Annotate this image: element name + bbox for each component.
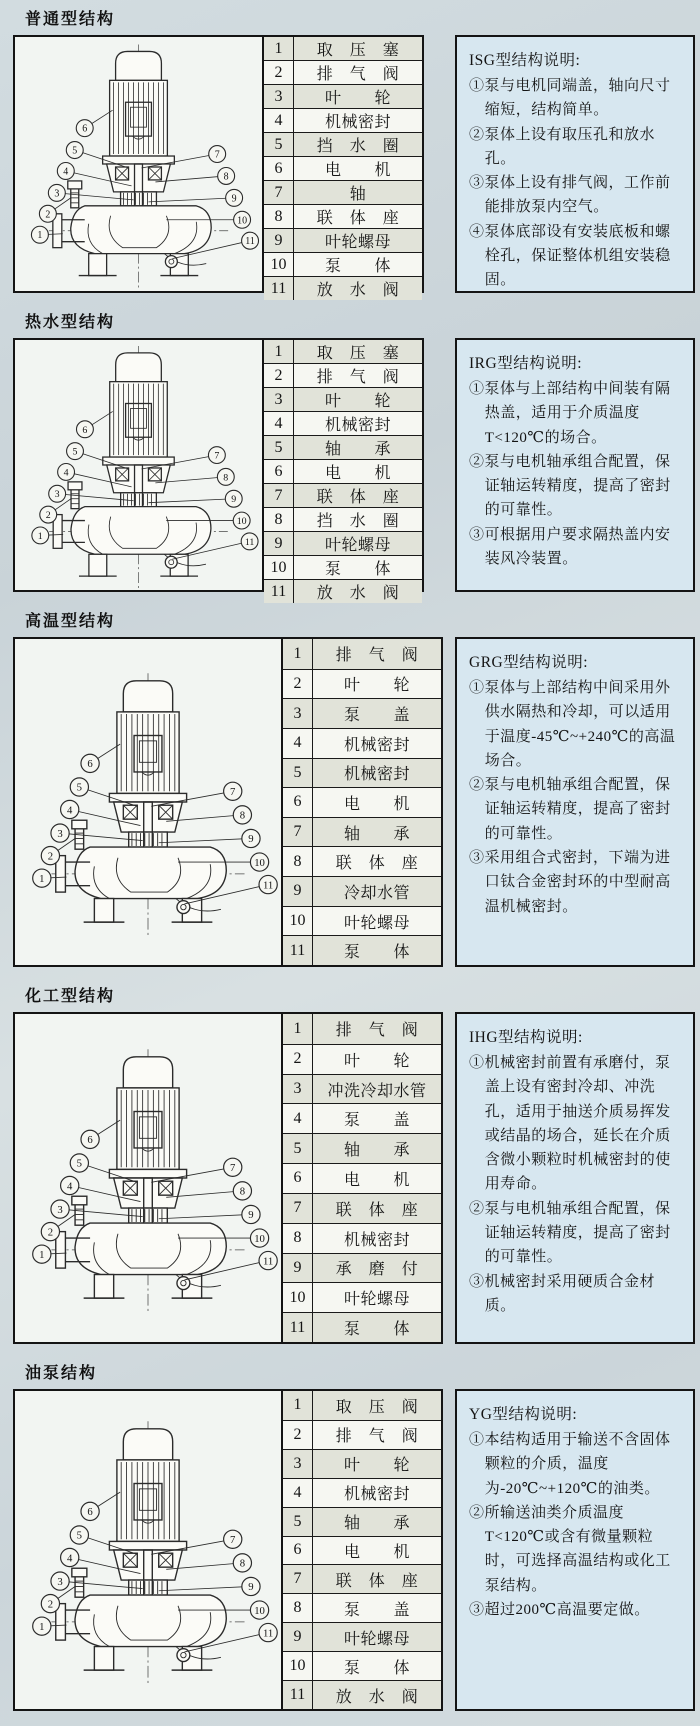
parts-row	[283, 1282, 441, 1312]
notes-title: IHG型结构说明:	[469, 1029, 583, 1046]
callout-number: 4	[67, 1552, 73, 1565]
part-name: 挡 水 圈	[316, 513, 400, 530]
part-name: 叶轮螺母	[324, 234, 391, 251]
parts-row	[264, 531, 422, 555]
callout-6	[76, 411, 112, 437]
part-name: 泵 体	[343, 1659, 410, 1677]
notes-list	[469, 377, 683, 571]
parts-row	[283, 1420, 441, 1449]
part-number: 7	[264, 484, 294, 507]
section-title: 化工型结构	[25, 988, 116, 1005]
part-name: 挡 水 圈	[316, 138, 400, 155]
callout-number: 10	[236, 516, 247, 528]
callout-number: 11	[245, 236, 255, 248]
part-name: 冲洗冷却水管	[327, 1082, 427, 1100]
parts-row	[283, 1507, 441, 1536]
callout-6	[81, 1492, 120, 1520]
callout-number: 5	[76, 781, 83, 794]
callout-number: 1	[37, 530, 43, 542]
notes-title: YG型结构说明:	[469, 1406, 578, 1423]
note-item: ①泵体与上部结构中间装有隔热盖，适用于介质温度T<120℃的场合。	[469, 381, 671, 446]
callout-number: 11	[244, 536, 255, 548]
parts-row	[283, 1449, 441, 1478]
parts-row	[264, 84, 422, 108]
part-name: 轴 承	[324, 441, 391, 458]
note-item: ①机械密封前置有承磨付，泵盖上设有密封冷却、冲洗孔，适用于抽送介质易挥发或结晶的场合，延长在介质含微小颗粒时机械密封的使用寿命。	[469, 1055, 671, 1193]
part-number: 9	[283, 1254, 313, 1283]
diagram-table-panel	[13, 1389, 443, 1711]
pump-cross-section-diagram	[15, 639, 281, 965]
part-number: 9	[264, 532, 294, 555]
parts-row	[283, 698, 441, 728]
parts-row	[283, 1622, 441, 1651]
part-name: 叶轮螺母	[324, 537, 391, 554]
pump-cross-section-diagram	[15, 1391, 281, 1709]
part-number: 10	[264, 253, 294, 276]
part-number: 10	[283, 1652, 313, 1680]
callout-number: 8	[223, 472, 229, 484]
callout-number: 3	[54, 489, 60, 501]
note-item: ①泵体与上部结构中间采用外供水隔热和冷却，可以适用于温度-45℃~+240℃的高温场合。	[469, 680, 676, 769]
part-number: 8	[264, 205, 294, 228]
callout-6	[81, 1120, 120, 1148]
part-number: 4	[264, 412, 294, 435]
note-item: ①本结构适用于输送不含固体颗粒的介质，温度为-20℃~+120℃的油类。	[469, 1432, 671, 1497]
part-name: 叶 轮	[324, 393, 391, 410]
parts-row	[283, 1193, 441, 1223]
note-item: ③采用组合式密封，下端为进口钛合金密封环的中型耐高温机械密封。	[469, 850, 671, 915]
parts-table	[281, 1391, 441, 1709]
note-item: ②泵与电机轴承组合配置，保证轴运转精度，提高了密封的可靠性。	[469, 453, 671, 519]
parts-row	[283, 1103, 441, 1133]
structure-notes-panel	[455, 35, 695, 293]
part-number: 9	[264, 229, 294, 252]
parts-row	[283, 758, 441, 788]
note-item: ③机械密封采用硬质合金材质。	[469, 1273, 656, 1314]
part-number: 11	[283, 1681, 313, 1709]
parts-row	[283, 1133, 441, 1163]
callout-number: 3	[54, 188, 60, 200]
callout-number: 5	[72, 145, 78, 157]
part-name: 联 体 座	[316, 489, 400, 506]
part-number: 3	[283, 1075, 313, 1104]
notes-title: ISG型结构说明:	[469, 52, 581, 69]
callout-number: 7	[214, 450, 220, 462]
callout-number: 11	[262, 879, 274, 892]
part-name: 叶 轮	[324, 90, 391, 107]
parts-table	[281, 1014, 441, 1342]
section-hot-water	[13, 293, 695, 602]
part-number: 3	[283, 699, 313, 728]
part-number: 7	[283, 1194, 313, 1223]
part-number: 5	[283, 1134, 313, 1163]
callout-number: 9	[231, 494, 237, 506]
part-name: 机械密封	[343, 766, 410, 784]
callout-number: 8	[223, 171, 229, 183]
parts-row	[264, 252, 422, 276]
parts-row	[264, 459, 422, 483]
part-name: 轴	[349, 186, 367, 203]
parts-row	[283, 1680, 441, 1709]
diagram-table-panel	[13, 637, 443, 967]
parts-row	[283, 846, 441, 876]
callout-number: 9	[248, 1209, 254, 1222]
note-item: ③超过200℃高温要定做。	[469, 1602, 650, 1619]
part-number: 5	[264, 436, 294, 459]
part-name: 叶轮螺母	[343, 1630, 410, 1648]
parts-row	[283, 728, 441, 758]
note-item: ②泵与电机轴承组合配置，保证轴运转精度，提高了密封的可靠性。	[469, 1200, 671, 1266]
pump-diagram-svg	[15, 340, 262, 590]
part-name: 排 气 阀	[316, 369, 400, 386]
section-title: 普通型结构	[25, 11, 116, 28]
callout-number: 7	[230, 1162, 236, 1175]
callout-6	[76, 110, 112, 136]
part-name: 电 机	[343, 1171, 410, 1189]
parts-row	[264, 363, 422, 387]
parts-row	[283, 1253, 441, 1283]
part-number: 2	[264, 364, 294, 387]
part-name: 叶 轮	[343, 1457, 410, 1475]
parts-row	[264, 507, 422, 531]
notes-list	[469, 1428, 683, 1622]
part-name: 承 磨 付	[335, 1261, 419, 1279]
part-name: 泵 体	[343, 944, 410, 962]
note-item: ②所输送油类介质温度T<120℃或含有微量颗粒时，可选择高温结构或化工泵结构。	[469, 1504, 671, 1594]
callout-number: 4	[63, 467, 69, 479]
section-oil-pump	[13, 1344, 695, 1711]
parts-row	[264, 579, 422, 603]
callout-number: 9	[248, 1581, 254, 1594]
parts-row	[283, 1044, 441, 1074]
callout-number: 9	[248, 833, 254, 846]
diagram-table-panel	[13, 338, 424, 602]
parts-row	[264, 60, 422, 84]
parts-row	[283, 1593, 441, 1622]
parts-row	[283, 1536, 441, 1565]
parts-row	[283, 1391, 441, 1420]
part-name: 泵 盖	[343, 1112, 410, 1130]
part-name: 排 气 阀	[335, 1022, 419, 1040]
callout-number: 8	[239, 809, 246, 822]
parts-row	[264, 276, 422, 300]
note-item: ②泵体上设有取压孔和放水孔。	[469, 126, 656, 167]
callout-number: 3	[57, 1575, 63, 1588]
part-number: 9	[283, 1623, 313, 1651]
part-number: 4	[283, 729, 313, 758]
parts-row	[283, 1312, 441, 1342]
pump-diagram-svg	[15, 639, 281, 965]
part-number: 10	[264, 556, 294, 579]
parts-row	[264, 411, 422, 435]
part-number: 2	[283, 1045, 313, 1074]
part-number: 11	[283, 1313, 313, 1342]
structure-notes-panel	[455, 637, 695, 967]
part-number: 11	[264, 580, 294, 603]
section-title: 油泵结构	[25, 1365, 98, 1382]
callout-number: 8	[239, 1185, 246, 1198]
pump-cross-section-diagram	[15, 340, 262, 590]
structure-notes-panel	[455, 1012, 695, 1344]
parts-row	[264, 228, 422, 252]
part-name: 机械密封	[343, 736, 410, 754]
notes-title: GRG型结构说明:	[469, 654, 589, 671]
parts-row	[264, 37, 422, 60]
parts-row	[264, 132, 422, 156]
pump-diagram-svg	[15, 1014, 281, 1342]
parts-table	[262, 340, 422, 602]
part-number: 2	[264, 61, 294, 84]
part-number: 6	[283, 1537, 313, 1565]
part-number: 6	[283, 788, 313, 817]
callout-number: 10	[254, 1232, 265, 1245]
part-number: 6	[264, 157, 294, 180]
part-name: 叶 轮	[343, 1052, 410, 1070]
parts-row	[264, 180, 422, 204]
part-name: 取 压 塞	[316, 42, 400, 59]
callout-number: 2	[47, 1226, 54, 1239]
part-number: 7	[283, 818, 313, 847]
part-name: 电 机	[324, 162, 391, 179]
part-number: 3	[264, 85, 294, 108]
callout-number: 4	[67, 1180, 73, 1193]
part-name: 放 水 阀	[316, 585, 400, 602]
callout-number: 5	[72, 446, 78, 458]
callout-number: 10	[254, 856, 265, 869]
part-number: 2	[283, 670, 313, 699]
callout-number: 11	[262, 1255, 274, 1268]
part-name: 轴 承	[343, 1515, 410, 1533]
section-chemical	[13, 967, 695, 1344]
note-item: ②泵与电机轴承组合配置，保证轴运转精度，提高了密封的可靠性。	[469, 777, 671, 842]
parts-table	[262, 37, 422, 299]
part-number: 1	[264, 37, 294, 60]
parts-row	[283, 787, 441, 817]
part-number: 5	[283, 759, 313, 788]
part-name: 轴 承	[343, 1142, 410, 1160]
pump-cross-section-diagram	[15, 37, 262, 291]
pump-cross-section-diagram	[15, 1014, 281, 1342]
notes-list	[469, 1051, 683, 1318]
parts-row	[264, 435, 422, 459]
structure-notes-panel	[455, 338, 695, 592]
part-number: 1	[283, 639, 313, 669]
section-high-temperature	[13, 592, 695, 967]
part-name: 放 水 阀	[316, 282, 400, 299]
part-name: 叶轮螺母	[343, 1291, 410, 1309]
section-ordinary	[13, 0, 695, 299]
callout-number: 9	[231, 193, 237, 205]
pump-diagram-svg	[15, 1391, 281, 1709]
parts-row	[283, 639, 441, 669]
callout-number: 7	[214, 149, 220, 161]
callout-number: 1	[39, 1248, 45, 1261]
callout-number: 10	[254, 1604, 265, 1617]
callout-number: 4	[67, 804, 73, 817]
parts-row	[264, 483, 422, 507]
part-name: 叶轮螺母	[343, 914, 410, 932]
part-name: 泵 体	[324, 258, 391, 275]
notes-list	[469, 676, 683, 919]
part-name: 叶 轮	[343, 677, 410, 695]
parts-row	[283, 906, 441, 936]
part-number: 11	[283, 936, 313, 965]
part-name: 排 气 阀	[335, 647, 419, 665]
part-number: 7	[283, 1565, 313, 1593]
part-number: 6	[283, 1164, 313, 1193]
callout-number: 4	[63, 166, 69, 178]
part-name: 联 体 座	[335, 1201, 419, 1219]
callout-number: 11	[262, 1627, 274, 1640]
callout-number: 1	[39, 1620, 45, 1633]
part-number: 3	[283, 1450, 313, 1478]
notes-list	[469, 74, 683, 293]
callout-number: 8	[239, 1557, 246, 1570]
callout-6	[81, 744, 120, 772]
callout-number: 6	[87, 758, 93, 771]
part-name: 机械密封	[324, 417, 391, 434]
callout-number: 7	[230, 786, 236, 799]
parts-row	[283, 1074, 441, 1104]
part-number: 2	[283, 1421, 313, 1449]
parts-row	[283, 1223, 441, 1253]
callout-number: 2	[47, 1598, 54, 1611]
part-name: 排 气 阀	[316, 66, 400, 83]
parts-table	[281, 639, 441, 965]
parts-row	[264, 555, 422, 579]
part-name: 联 体 座	[335, 855, 419, 873]
callout-number: 6	[87, 1134, 93, 1147]
callout-number: 2	[47, 850, 54, 863]
part-number: 10	[283, 1283, 313, 1312]
note-item: ③泵体上设有排气阀，工作前能排放泵内空气。	[469, 175, 671, 216]
callout-number: 2	[45, 209, 51, 221]
parts-row	[283, 1163, 441, 1193]
parts-row	[283, 669, 441, 699]
parts-row	[264, 108, 422, 132]
callout-number: 5	[76, 1529, 83, 1542]
diagram-table-panel	[13, 35, 424, 299]
part-number: 5	[283, 1508, 313, 1536]
callout-number: 2	[45, 510, 51, 522]
callout-number: 6	[82, 424, 88, 436]
part-name: 机械密封	[343, 1231, 410, 1249]
callout-number: 5	[76, 1157, 83, 1170]
part-name: 电 机	[324, 465, 391, 482]
part-name: 取 压 塞	[316, 345, 400, 362]
part-number: 1	[283, 1014, 313, 1044]
parts-row	[283, 1651, 441, 1680]
callout-number: 1	[37, 230, 43, 242]
part-name: 轴 承	[343, 825, 410, 843]
part-number: 9	[283, 877, 313, 906]
part-number: 8	[283, 1594, 313, 1622]
part-name: 泵 体	[324, 561, 391, 578]
part-name: 泵 盖	[343, 707, 410, 725]
part-number: 1	[264, 340, 294, 363]
parts-row	[283, 817, 441, 847]
parts-row	[283, 1478, 441, 1507]
part-number: 4	[283, 1479, 313, 1507]
callout-number: 7	[230, 1534, 236, 1547]
parts-row	[264, 387, 422, 411]
parts-row	[283, 876, 441, 906]
part-name: 电 机	[343, 795, 410, 813]
callout-number: 1	[39, 872, 45, 885]
part-name: 联 体 座	[316, 210, 400, 227]
part-number: 1	[283, 1391, 313, 1420]
section-title: 热水型结构	[25, 314, 116, 331]
parts-row	[283, 1564, 441, 1593]
parts-row	[264, 340, 422, 363]
callout-number: 3	[57, 1203, 63, 1216]
part-number: 11	[264, 277, 294, 300]
diagram-table-panel	[13, 1012, 443, 1344]
part-number: 10	[283, 907, 313, 936]
callout-number: 6	[87, 1506, 93, 1519]
section-title: 高温型结构	[25, 613, 116, 630]
structure-notes-panel	[455, 1389, 695, 1711]
part-name: 排 气 阀	[335, 1428, 419, 1446]
part-name: 放 水 阀	[335, 1688, 419, 1706]
pump-diagram-svg	[15, 37, 262, 291]
part-number: 8	[283, 1224, 313, 1253]
part-name: 机械密封	[343, 1486, 410, 1504]
part-name: 取 压 阀	[335, 1398, 419, 1416]
part-name: 冷却水管	[343, 884, 410, 902]
parts-row	[283, 935, 441, 965]
parts-row	[264, 156, 422, 180]
part-number: 6	[264, 460, 294, 483]
part-number: 4	[264, 109, 294, 132]
callout-number: 3	[57, 827, 63, 840]
note-item: ④泵体底部设有安装底板和螺栓孔，保证整体机组安装稳固。	[469, 223, 671, 289]
note-item: ③可根据用户要求隔热盖内安装风冷装置。	[469, 526, 671, 568]
parts-row	[264, 204, 422, 228]
part-number: 7	[264, 181, 294, 204]
note-item: ①泵与电机同端盖，轴向尺寸缩短，结构简单。	[469, 78, 671, 119]
part-number: 8	[283, 847, 313, 876]
part-number: 8	[264, 508, 294, 531]
part-name: 机械密封	[324, 114, 391, 131]
notes-title: IRG型结构说明:	[469, 355, 583, 372]
part-number: 3	[264, 388, 294, 411]
callout-number: 10	[237, 215, 248, 227]
part-name: 联 体 座	[335, 1572, 419, 1590]
part-name: 泵 盖	[343, 1601, 410, 1619]
part-name: 泵 体	[343, 1321, 410, 1339]
callout-number: 6	[82, 123, 88, 135]
part-number: 4	[283, 1104, 313, 1133]
part-name: 电 机	[343, 1543, 410, 1561]
parts-row	[283, 1014, 441, 1044]
part-number: 5	[264, 133, 294, 156]
